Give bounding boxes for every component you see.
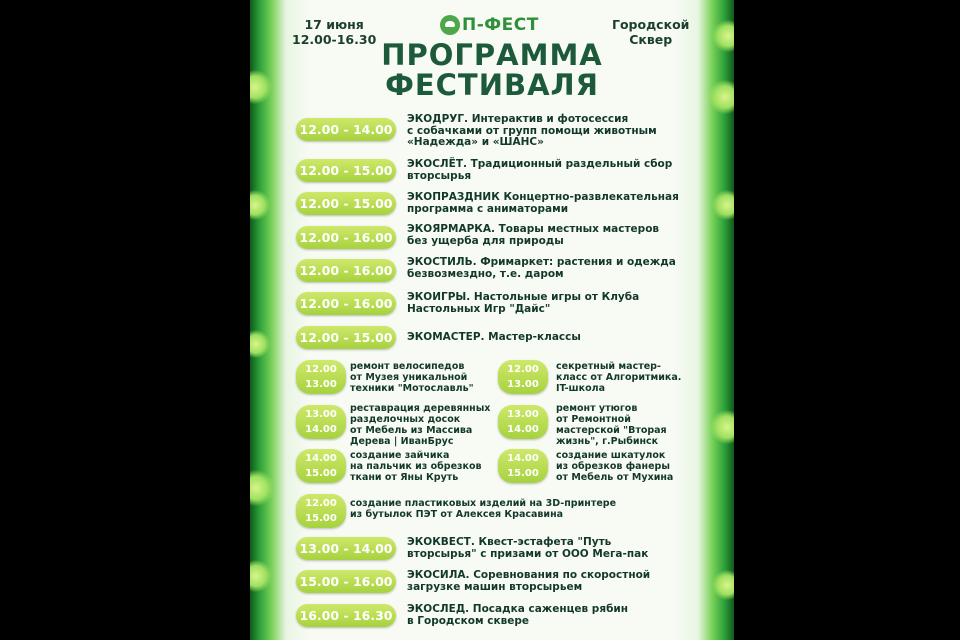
workshop-time-bubble: [498, 360, 548, 394]
desc-line: мастерской "Вторая: [556, 425, 667, 436]
bokeh-decoration: [250, 330, 270, 358]
time-range: 12.00-16.30: [292, 32, 377, 47]
event-description: [407, 159, 707, 182]
workshop-description: [556, 361, 681, 394]
time-start: 12.00: [305, 498, 337, 509]
date-text: 17 июня: [304, 17, 364, 32]
desc-line: секретный мастер-: [556, 361, 661, 372]
time-start: 12.00: [305, 364, 337, 375]
time-end: 14.00: [305, 424, 337, 435]
desc-line: в Городском сквере: [407, 614, 529, 627]
bokeh-decoration: [712, 190, 734, 220]
workshop-time-bubble: [498, 449, 548, 483]
desc-line: ЭКОСИЛА. Соревнования по скоростной: [407, 569, 651, 581]
time-start: 12.00: [507, 364, 539, 375]
time-end: 14.00: [507, 424, 539, 435]
workshop-time-bubble: [296, 494, 346, 528]
event-description: [407, 332, 707, 344]
desc-line: Настольных Игр "Дайс": [407, 302, 551, 315]
bokeh-decoration: [250, 470, 274, 506]
desc-line: класс от Алгоритмика.: [556, 372, 682, 383]
time-pill: 12.00 - 16.00: [296, 226, 396, 249]
time-end: 13.00: [507, 379, 539, 390]
desc-line: ткани от Яны Круть: [350, 472, 459, 483]
event-description: [407, 114, 707, 149]
time-start: 13.00: [507, 409, 539, 420]
time-pill: 12.00 - 16.00: [296, 259, 396, 282]
bokeh-decoration: [250, 190, 270, 220]
event-description: [407, 604, 707, 627]
desc-line: без ущерба для природы: [407, 234, 564, 247]
desc-line: ремонт утюгов: [556, 403, 638, 414]
desc-line: создание пластиковых изделий на 3D-принтере: [350, 498, 617, 509]
desc-line: безвозмездно, т.е. даром: [407, 267, 564, 280]
desc-line: загрузке машин вторсырьем: [407, 580, 583, 593]
time-end: 15.00: [305, 468, 337, 479]
time-pill: 16.00 - 16.30: [296, 604, 396, 627]
desc-line: «Надежда» и «ШАНС»: [407, 136, 544, 148]
desc-line: ЭКОЯРМАРКА. Товары местных мастеров: [407, 223, 660, 235]
time-end: 15.00: [305, 513, 337, 524]
time-pill: 12.00 - 16.00: [296, 292, 396, 315]
bokeh-decoration: [710, 410, 734, 444]
workshop-description: [350, 450, 482, 483]
desc-line: от Ремонтной: [556, 414, 631, 425]
desc-line: ЭКОСЛЁТ. Традиционный раздельный сбор: [407, 158, 673, 170]
bokeh-decoration: [250, 560, 272, 592]
desc-line: вторсырья: [407, 169, 472, 182]
desc-line: от Мебель от Мухина: [556, 472, 674, 483]
workshop-description: [350, 361, 474, 394]
desc-line: программа с аниматорами: [407, 202, 569, 215]
desc-line: с собачками от групп помощи животным: [407, 124, 657, 137]
desc-line: из бутылок ПЭТ от Алексея Красавина: [350, 509, 564, 520]
bokeh-decoration: [712, 570, 734, 600]
event-description: [407, 224, 707, 247]
desc-line: создание шкатулок: [556, 450, 666, 461]
title-line-2: ФЕСТИВАЛЯ: [385, 68, 599, 102]
desc-line: ЭКОПРАЗДНИК Концертно-развлекательная: [407, 191, 679, 203]
desc-line: из обрезков фанеры: [556, 461, 670, 472]
time-pill: 13.00 - 14.00: [296, 537, 396, 560]
desc-line: на пальчик из обрезков: [350, 461, 482, 472]
location-line-2: Сквер: [629, 32, 673, 47]
desc-line: ЭКОМАСТЕР. Мастер-классы: [407, 331, 581, 343]
logo-text: П-ФЕСТ: [462, 15, 539, 35]
desc-line: Дерева | ИванБрус: [350, 436, 454, 447]
desc-line: ЭКОКВЕСТ. Квест-эстафета "Путь: [407, 536, 612, 548]
festival-poster: [250, 0, 734, 640]
time-start: 13.00: [305, 409, 337, 420]
desc-line: от Музея уникальной: [350, 372, 468, 383]
workshop-time-bubble: [498, 405, 548, 439]
workshop-description: [350, 403, 490, 447]
event-description: [407, 257, 707, 280]
time-pill: 12.00 - 15.00: [296, 326, 396, 349]
desc-line: ремонт велосипедов: [350, 361, 465, 372]
event-description: [407, 570, 707, 593]
desc-line: жизнь", г.Рыбинск: [556, 436, 659, 447]
desc-line: ЭКОДРУГ. Интерактив и фотосессия: [407, 113, 629, 125]
desc-line: реставрация деревянных: [350, 403, 491, 414]
desc-line: разделочных досок: [350, 414, 461, 425]
workshop-description: [556, 403, 667, 447]
time-pill: 12.00 - 15.00: [296, 159, 396, 182]
time-end: 15.00: [507, 468, 539, 479]
event-description: [407, 537, 707, 560]
workshop-time-bubble: [296, 449, 346, 483]
desc-line: техники "Мотославль": [350, 383, 474, 394]
time-start: 14.00: [507, 453, 539, 464]
desc-line: ЭКОСТИЛЬ. Фримаркет: растения и одежда: [407, 256, 676, 268]
event-description: [407, 192, 707, 215]
time-end: 13.00: [305, 379, 337, 390]
desc-line: создание зайчика: [350, 450, 450, 461]
desc-line: ЭКОСЛЕД. Посадка саженцев рябин: [407, 603, 629, 615]
desc-line: ЭКОИГРЫ. Настольные игры от Клуба: [407, 291, 640, 303]
workshop-time-bubble: [296, 360, 346, 394]
page-title: [250, 40, 734, 100]
desc-line: IT-школа: [556, 383, 605, 394]
workshop-time-bubble: [296, 405, 346, 439]
desc-line: вторсырья" с призами от ООО Мега-пак: [407, 547, 649, 560]
time-pill: 12.00 - 15.00: [296, 192, 396, 215]
time-start: 14.00: [305, 453, 337, 464]
time-pill: 12.00 - 14.00: [296, 118, 396, 141]
festival-logo: [440, 14, 539, 36]
leaf-logo-icon: [440, 15, 460, 35]
workshop-description: [556, 450, 673, 483]
title-line-1: ПРОГРАММА: [381, 38, 603, 72]
event-description: [407, 292, 707, 315]
workshop-description: [350, 498, 616, 520]
desc-line: от Мебель из Массива: [350, 425, 473, 436]
time-pill: 15.00 - 16.00: [296, 570, 396, 593]
location-line-1: Городской: [612, 17, 690, 32]
